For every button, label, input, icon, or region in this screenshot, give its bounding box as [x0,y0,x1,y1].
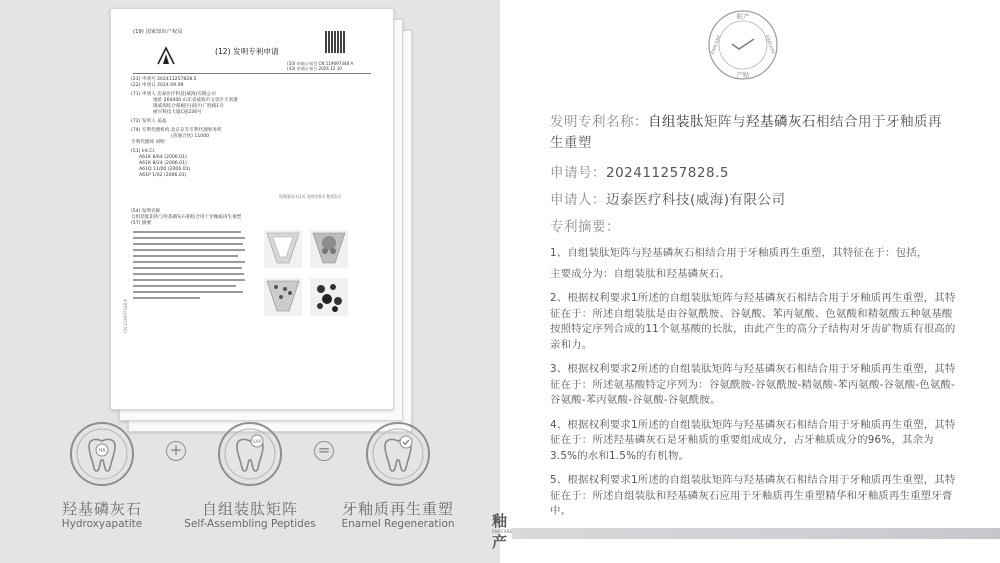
patent-name-part: 相结合用于牙釉质再生重塑 [550,114,942,151]
footer-gradient-band [512,528,1000,539]
claim-item: 1、自组装肽矩阵与羟基磷灰石相结合用于牙釉质再生重塑，其特征在于：包括， [550,247,928,259]
biblio-line: (74) 专利代理机构 北京京专专利代理事务所 [131,128,222,133]
invention-name-label: (54) 发明名称 [131,209,161,214]
tooth-check-icon [368,424,428,484]
invention-name: 自组装肽矩阵与羟基磷灰石相结合用于牙釉质再生重塑 [131,215,242,220]
bibliographic-data [131,77,271,179]
patent-name-part: 自组装肽 [648,114,704,130]
claim-item: 3、根据权利要求2所述的自组装肽矩阵与羟基磷灰石相结合用于牙釉质再生重塑，其特征在于：所述氨基酸特定序列为：谷氨酰胺-谷氨酰胺-精氨酸-苯丙氨酸-谷氨酸-色氨酸-谷氨酸-苯丙氨酸-谷氨酸-谷氨酰胺。 [550,363,956,406]
biblio-line: 专利代理师 刘明 [131,140,165,145]
abstract-figures [263,229,353,319]
patent-name-part: 矩阵与 [704,114,746,130]
equals-icon: = [314,441,334,461]
applicant [550,188,950,208]
patent-name [550,112,950,154]
biblio-line: A61K 8/24 (2006.01) [139,161,187,166]
plus-icon: + [166,441,186,461]
patent-office: (19) 国家知识产权局 [133,29,183,35]
application-number-value: 202411257828.5 [606,165,729,181]
cnipa-logo-icon [155,45,177,67]
biblio-line: (71) 申请人 迈泰医疗科技(威海)有限公司 [131,92,216,97]
biblio-line: 丽兴科技大厦C座236号 [153,110,202,115]
figure-tooth-cavity-icon [263,229,303,269]
biblio-line: (普通合伙) 11000 [171,134,210,139]
publication-info [287,61,353,71]
enamel-label-en: Enamel Regeneration [341,518,455,530]
claim-item: 主要成分为：自组装肽和羟基磷灰石。 [550,267,731,280]
biblio-line: A61P 1/02 (2006.01) [139,173,187,178]
seal-left: ENACARE [709,34,722,55]
side-publication-number: CN 119097348 A [123,299,128,333]
biblio-line: A61K 8/64 (2006.01) [139,155,187,160]
abstract-label: (57) 摘要 [131,221,152,226]
formula-row [0,420,500,540]
figure-crystal-icon [309,277,349,317]
hydroxyapatite-circle [70,422,134,486]
patent-name-label: 发明专利名称： [550,114,648,130]
brand-seal-icon [706,8,780,82]
claim-item: 4、根据权利要求1所述的自组装肽矩阵与羟基磷灰石相结合用于牙釉质再生重塑，其特征在于：所述羟基磷灰石是牙釉质的重要组成成分，占牙釉质成分的96%，其余为3.5%的水和1.5%的有机物。 [550,418,956,462]
patent-name-part: 羟基磷灰石 [746,114,816,130]
biblio-line: (51) Int.Cl. [131,149,156,154]
biblio-line: 地址 264400 山东省威海市文登区天米港 [153,98,238,103]
enamel-circle [366,422,430,486]
header-rule [133,73,371,74]
claims-list [550,246,960,529]
figure-sap-fill-icon [309,229,349,269]
page-count-caption: 权利要求书1页 说明书5页 附图1页 [279,194,342,199]
publication-date: (43) 申请公布日 2024.12.10 [287,66,342,71]
publication-number: (10) 申请公布号 CN 119097348 A [287,61,354,66]
sap-label-en: Self-Assembling Peptides [184,518,316,530]
figure-mineral-growth-icon [263,277,303,317]
sap-badge: SAP [252,440,262,445]
qr-code-icon [325,31,345,53]
claim-item: 2、根据权利要求1所述的自组装肽矩阵与羟基磷灰石相结合用于牙釉质再生重塑，其特征在于：所述自组装肽是由谷氨酰胺、谷氨酸、苯丙氨酸、色氨酸和精氨酸五种氨基酸按照特定序列合成的11个氨基酸的长肽，由此产生的高分子结构对牙齿矿物质有很高的亲和力。 [550,292,956,351]
applicant-value: 迈泰医疗科技(威海)有限公司 [606,192,786,208]
biblio-line: (21) 申请号 202411257828.5 [131,77,197,82]
enamel-label-cn: 牙釉质再生重塑 [341,500,454,518]
biblio-line: A61Q 11/00 (2006.01) [139,167,191,172]
sap-circle [218,422,282,486]
patent-kind: (12) 发明专利申请 [215,47,279,56]
sap-label-cn: 自组装肽矩阵 [201,500,298,518]
abstract-text-lines [133,231,245,303]
ha-badge: HA [98,448,106,454]
brand-mark-char: 产 [492,533,508,551]
abstract-header [131,209,249,227]
abstract-heading [550,215,950,235]
brand-mark-char: 釉 [492,512,508,530]
brand-mark [492,513,512,550]
biblio-line: (22) 申请日 2024.09.09 [131,83,184,88]
brand-mark-sub: ENACARE [492,529,513,534]
seal-bottom: 产贴 [736,71,750,79]
applicant-label: 申请人： [550,192,606,208]
application-number [550,161,950,181]
tooth-sap-icon [220,424,280,484]
seal-right: ENACARE [764,34,777,55]
tooth-ha-icon [72,424,132,484]
hydroxyapatite-label-en: Hydroxyapatite [61,518,143,530]
application-number-label: 申请号： [550,165,606,181]
abstract-heading-label: 专利摘要： [550,219,620,235]
biblio-line: 镇威海综合保税区(南区)广胜路1号 [153,104,224,109]
seal-top: 贴产 [736,12,750,21]
hydroxyapatite-label-cn: 羟基磷灰石 [61,500,142,518]
claim-item: 5、根据权利要求1所述的自组装肽矩阵与羟基磷灰石相结合用于牙釉质再生重塑，其特征在于：所述自组装肽和羟基磷灰石应用于牙釉质再生重塑精华和牙釉质再生重塑牙膏中。 [550,474,956,517]
patent-sheet-front [110,8,394,410]
biblio-line: (72) 发明人 姜晶 [131,119,167,124]
